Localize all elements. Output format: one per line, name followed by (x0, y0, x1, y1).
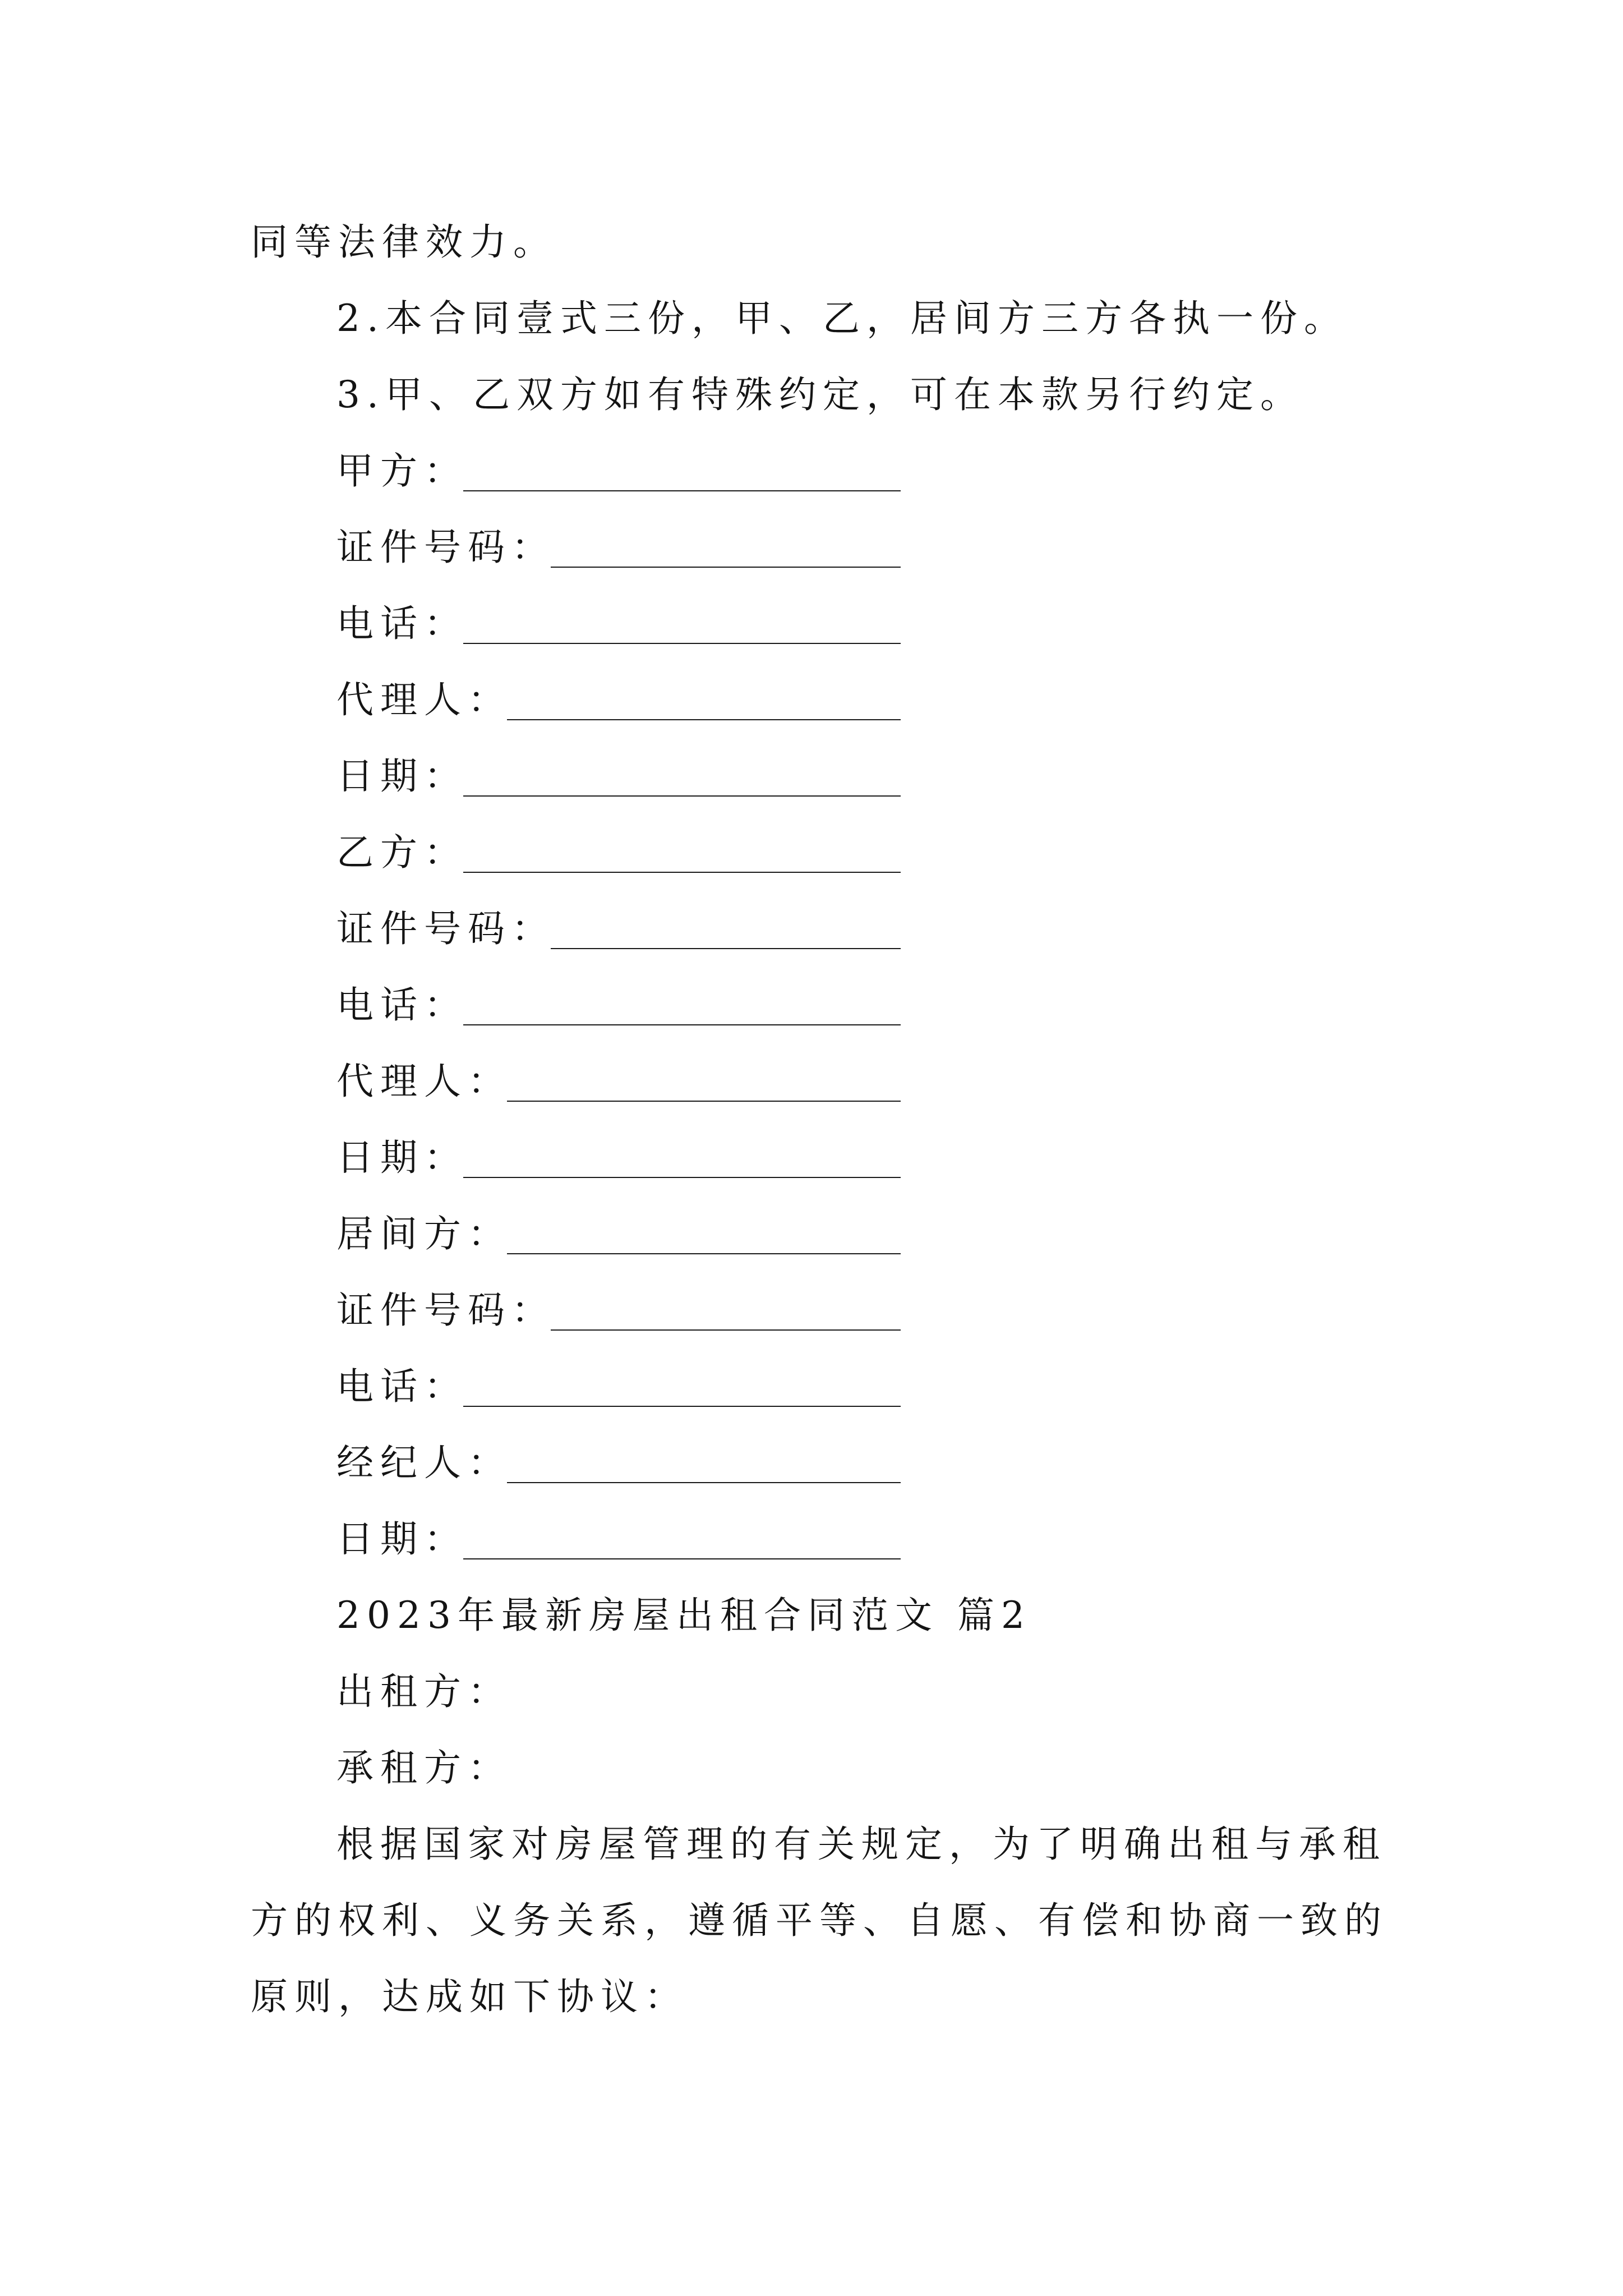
party-a-agent-label: 代理人： (336, 678, 511, 721)
party-a-name-field[interactable] (463, 490, 901, 491)
broker-name-field[interactable] (507, 1253, 901, 1254)
broker-phone-field[interactable] (463, 1406, 901, 1407)
broker-agent-label: 经纪人： (336, 1441, 511, 1484)
broker-date-label: 日期： (336, 1517, 468, 1561)
broker-id-field[interactable] (551, 1329, 901, 1331)
party-b-agent-field[interactable] (507, 1101, 901, 1102)
party-b-name-field[interactable] (463, 872, 901, 873)
party-a-date-label: 日期： (336, 754, 468, 798)
intro-line-2: 方的权利、义务关系，遵循平等、自愿、有偿和协商一致的 (251, 1899, 1388, 1942)
party-b-date-label: 日期： (336, 1136, 468, 1179)
party-a-phone-label: 电话： (336, 602, 468, 645)
intro-line-3: 原则，达成如下协议： (251, 1975, 688, 2018)
broker-agent-field[interactable] (507, 1482, 901, 1483)
broker-id-label: 证件号码： (336, 1289, 555, 1332)
party-a-date-field[interactable] (463, 795, 901, 797)
party-a-agent-field[interactable] (507, 719, 901, 720)
clause-2: 2.本合同壹式三份，甲、乙，居间方三方各执一份。 (336, 297, 1348, 340)
broker-date-field[interactable] (463, 1558, 901, 1559)
clause-3: 3.甲、乙双方如有特殊约定，可在本款另行约定。 (336, 373, 1304, 416)
party-a-id-field[interactable] (551, 567, 901, 568)
lessee-label: 承租方： (336, 1746, 511, 1789)
party-a-name-label: 甲方： (336, 449, 468, 493)
broker-name-label: 居间方： (336, 1212, 511, 1255)
party-b-name-label: 乙方： (336, 831, 468, 874)
party-b-id-field[interactable] (551, 948, 901, 949)
lessor-label: 出租方： (336, 1670, 511, 1713)
party-a-id-label: 证件号码： (336, 526, 555, 569)
party-a-phone-field[interactable] (463, 643, 901, 644)
party-b-id-label: 证件号码： (336, 907, 555, 950)
intro-line-1: 根据国家对房屋管理的有关规定，为了明确出租与承租 (336, 1823, 1386, 1866)
section-title: 2023年最新房屋出租合同范文 篇2 (336, 1594, 1031, 1637)
party-b-phone-field[interactable] (463, 1024, 901, 1025)
paragraph-tail: 同等法律效力。 (251, 220, 557, 264)
party-b-phone-label: 电话： (336, 983, 468, 1027)
party-b-date-field[interactable] (463, 1177, 901, 1178)
party-b-agent-label: 代理人： (336, 1060, 511, 1103)
broker-phone-label: 电话： (336, 1365, 468, 1408)
